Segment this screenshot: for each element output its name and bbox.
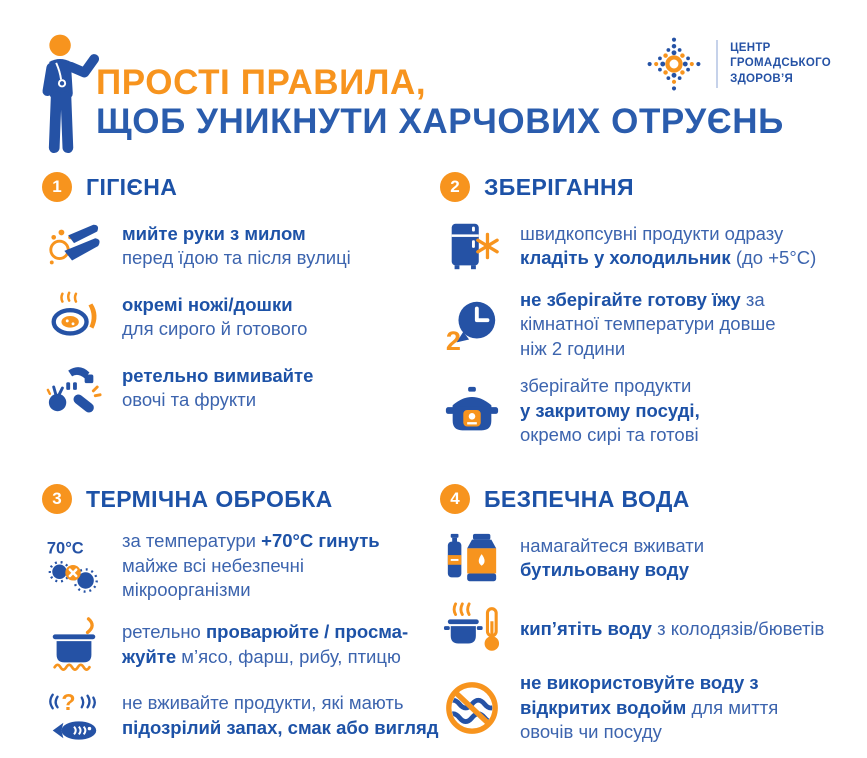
rule-item xyxy=(42,359,440,417)
suspicious-fish-icon xyxy=(42,687,106,745)
microbes-70c-icon xyxy=(42,537,106,595)
washing-hands-icon xyxy=(42,217,106,275)
doctor-figure xyxy=(24,32,102,165)
section-title: БЕЗПЕЧНА ВОДА xyxy=(484,485,690,512)
section-number-badge: 1 xyxy=(42,172,72,202)
section-hygiene xyxy=(42,172,440,460)
rule-text-run: з колодязів/бюветів xyxy=(651,618,825,640)
covered-pot-icon xyxy=(440,382,504,440)
rule-item xyxy=(42,616,440,674)
section-thermal xyxy=(42,484,440,757)
logo-text-line-3: ЗДОРОВ’Я xyxy=(730,72,794,85)
rule-text-run: кладіть у холодильник xyxy=(520,247,731,268)
section-number-badge: 3 xyxy=(42,484,72,514)
rule-item xyxy=(42,529,440,602)
rule-text-run: за xyxy=(740,289,765,310)
logo-text-line-2: ГРОМАДСЬКОГО xyxy=(730,57,831,70)
no-open-water-icon xyxy=(440,679,504,737)
rule-item xyxy=(42,217,440,275)
rule-text-run: проварюйте / просма- xyxy=(205,621,409,643)
rule-text xyxy=(122,222,351,271)
section-safe-water xyxy=(440,484,857,757)
phc-logo-mark xyxy=(644,34,704,94)
rule-text xyxy=(520,288,776,361)
rule-text-run: у закритому посуді, xyxy=(520,399,700,421)
clock-2-hours-icon xyxy=(440,296,504,354)
section-storage xyxy=(440,172,857,460)
rule-text xyxy=(122,364,313,413)
rule-text xyxy=(520,222,816,271)
logo-divider xyxy=(716,40,718,88)
temperature-label: 70°C xyxy=(46,539,84,558)
rule-item xyxy=(440,217,857,275)
rule-text-run: відкритих водойм xyxy=(520,696,687,718)
rule-text-run: жуйте xyxy=(122,645,182,667)
section-title: ГІГІЄНА xyxy=(86,173,178,200)
rule-text-run: ретельно вимивайте xyxy=(122,364,314,386)
section-header xyxy=(440,172,857,202)
rule-text-run: ретельно xyxy=(122,621,206,643)
rule-item xyxy=(440,529,857,587)
rule-item xyxy=(42,288,440,346)
rule-text-run: не використовуйте воду з xyxy=(520,672,759,694)
logo-text xyxy=(730,41,831,87)
rule-text-run: овочів чи посуду xyxy=(520,721,662,743)
rule-text xyxy=(122,293,307,342)
rule-text xyxy=(520,617,824,641)
rule-text-run: мийте руки з милом xyxy=(122,222,306,244)
rule-text xyxy=(520,374,700,447)
section-title: ТЕРМІЧНА ОБРОБКА xyxy=(86,485,333,512)
section-header xyxy=(42,172,440,202)
rule-text-run: мікроорганізми xyxy=(122,579,251,601)
rule-item xyxy=(440,600,857,658)
rule-text-run: не зберігайте готову їжу xyxy=(520,289,741,310)
fridge-snowflake-icon xyxy=(440,217,504,275)
boiling-water-thermometer-icon xyxy=(440,600,504,658)
rule-text-run: зберігайте продукти xyxy=(520,375,692,397)
section-number-badge: 4 xyxy=(440,484,470,514)
rule-text xyxy=(520,671,778,744)
rule-text-run: окремі ножі/дошки xyxy=(122,293,293,315)
rule-item xyxy=(440,374,857,447)
section-title: ЗБЕРІГАННЯ xyxy=(484,173,634,200)
water-bottles-icon xyxy=(440,529,504,587)
rule-text-run: за температури xyxy=(122,530,262,552)
rule-text-run: ніж 2 години xyxy=(520,337,626,359)
rule-text-run: намагайтеся вживати xyxy=(520,535,705,557)
rule-text-run: для миття xyxy=(686,696,779,718)
cutting-board-knife-icon xyxy=(42,288,106,346)
rule-text-run: м’ясо, фарш, рибу, птицю xyxy=(181,645,401,667)
rule-text xyxy=(122,529,380,602)
rule-text xyxy=(122,691,439,740)
rules-grid xyxy=(0,158,867,758)
rule-text-run: (до +5°С) xyxy=(730,247,817,268)
question-mark-label: ? xyxy=(61,688,76,715)
phc-logo xyxy=(644,34,831,94)
section-header xyxy=(42,484,440,514)
boiling-pot-icon xyxy=(42,616,106,674)
logo-text-line-1: ЦЕНТР xyxy=(730,42,771,55)
rule-text-run: перед їдою та після вулиці xyxy=(122,247,351,268)
header xyxy=(0,0,867,158)
rule-text-run: +70°С гинуть xyxy=(261,530,380,552)
rule-text-run: підозрілий запах, смак або вигляд xyxy=(122,716,439,738)
clock-number-label: 2 xyxy=(445,325,461,354)
section-number-badge: 2 xyxy=(440,172,470,202)
rule-text-run: овочі та фрукти xyxy=(122,389,257,410)
rule-text-run: бутильовану воду xyxy=(520,559,690,581)
rule-item xyxy=(440,288,857,361)
rule-text xyxy=(520,534,704,583)
rule-text-run: кімнатної температури довше xyxy=(520,313,776,335)
title-line-2: ЩОБ УНИКНУТИ ХАРЧОВИХ ОТРУЄНЬ xyxy=(96,101,784,141)
rule-text-run: майже всі небезпечні xyxy=(122,554,304,576)
rule-text-run: для сирого й готового xyxy=(122,318,308,339)
title-line-1: ПРОСТІ ПРАВИЛА, xyxy=(96,63,427,102)
rule-item xyxy=(440,671,857,744)
rule-text-run: не вживайте продукти, які мають xyxy=(122,692,404,714)
washing-produce-icon xyxy=(42,359,106,417)
rule-text-run: окремо сирі та готові xyxy=(520,424,699,446)
doctor-icon xyxy=(24,32,102,160)
rule-text xyxy=(122,620,408,669)
rule-text-run: кип’ятіть воду xyxy=(520,618,652,640)
rule-item xyxy=(42,687,440,745)
rule-text-run: швидкопсувні продукти одразу xyxy=(520,222,784,244)
section-header xyxy=(440,484,857,514)
